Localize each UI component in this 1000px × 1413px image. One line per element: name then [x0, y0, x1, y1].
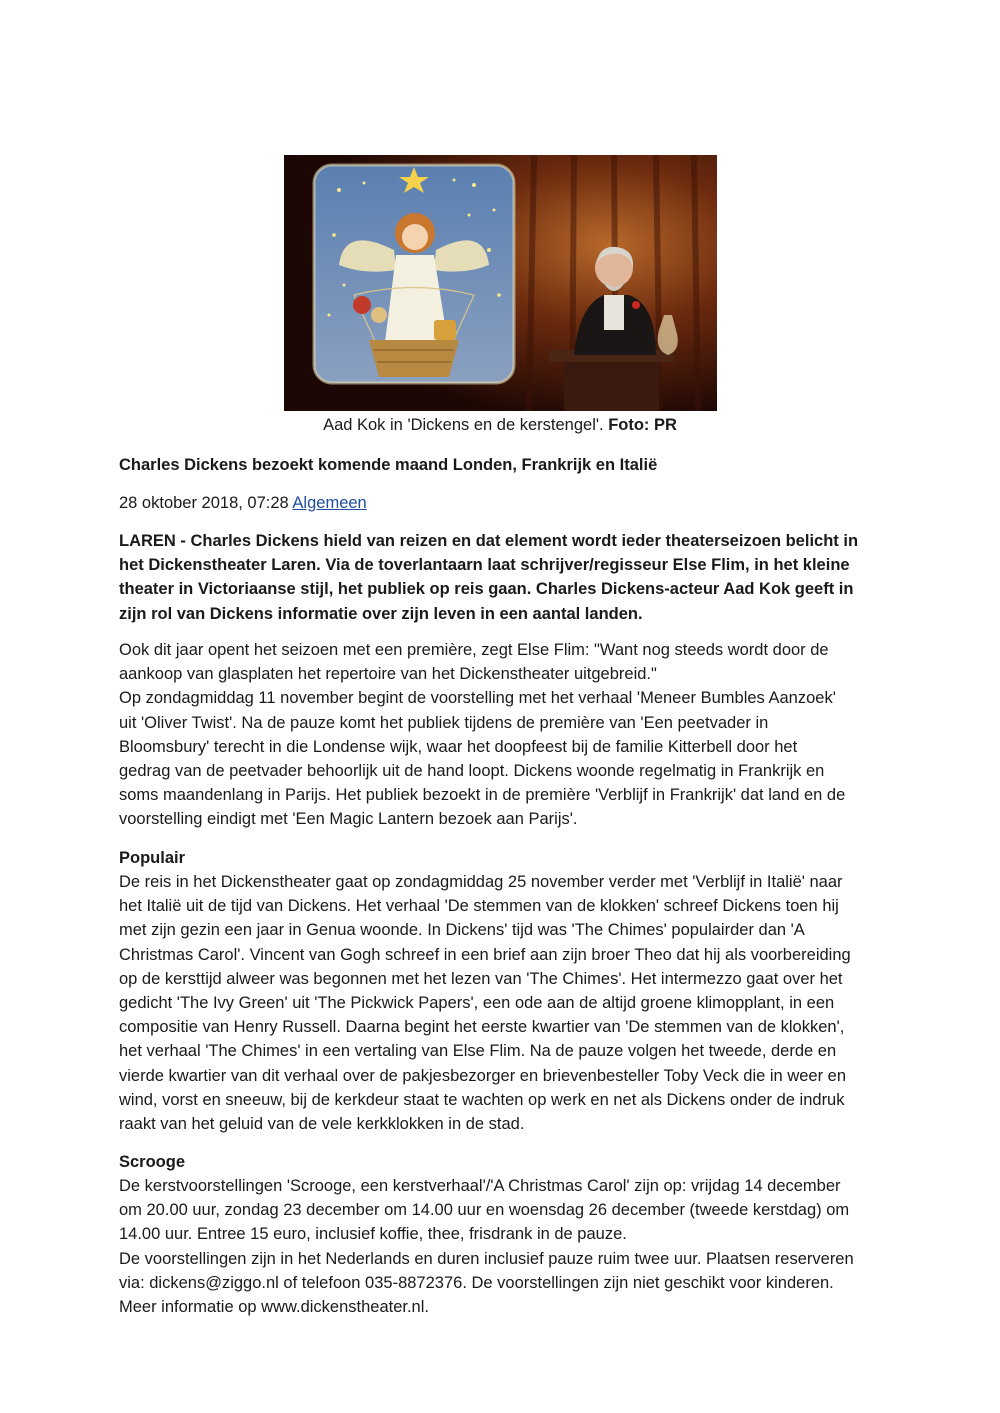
paragraph-intro	[119, 638, 889, 832]
lead-line: het Dickenstheater Laren. Via de toverlantaarn laat schrijver/regisseur Else Flim, in het kleine	[119, 556, 850, 575]
text-line: op de kersttijd alweer was begonnen met het lezen van 'The Chimes'. Het intermezzo gaat over het	[119, 969, 843, 988]
paragraph-scrooge	[119, 1174, 889, 1319]
text-line: via: dickens@ziggo.nl of telefoon 035-8872376. De voorstellingen zijn niet geschikt voor kinderen.	[119, 1273, 834, 1292]
lead-line: zijn rol van Dickens informatie over zijn leven in een aantal landen.	[119, 604, 643, 623]
text-line: het verhaal 'The Chimes' in een vertaling van Else Flim. Na de pauze volgen het tweede, derde en	[119, 1042, 837, 1061]
caption-text: Aad Kok in 'Dickens en de kerstengel'.	[323, 416, 604, 434]
photo-illustration	[284, 155, 717, 411]
text-line: compositie van Henry Russell. Daarna begint het eerste kwartier van 'De stemmen van de klokken',	[119, 1018, 845, 1037]
article-meta	[119, 491, 889, 515]
section-heading-scrooge: Scrooge	[119, 1153, 186, 1171]
text-line: Christmas Carol'. Vincent van Gogh schreef in een brief aan zijn broer Theo dat hij als voorbereiding	[119, 945, 851, 964]
text-line: gedrag van de peetvader behoorlijk uit de hand loopt. Dickens woonde regelmatig in Frankrijk en	[119, 762, 825, 781]
lead-line: theater in Victoriaanse stijl, het publiek op reis gaan. Charles Dickens-acteur Aad Kok geeft in	[119, 580, 854, 599]
lead-line: LAREN - Charles Dickens hield van reizen en dat element wordt ieder theaterseizoen belicht in	[119, 532, 859, 550]
section-heading-populair: Populair	[119, 849, 186, 867]
text-line: Bloomsbury' terecht in die Londense wijk, waar het doopfeest bij de familie Kitterbell door het	[119, 737, 798, 756]
text-line: soms maandenlang in Parijs. Het publiek bezoekt in de première 'Verblijf in Frankrijk' dat land en de	[119, 786, 846, 805]
article-lead	[119, 529, 889, 626]
text-line: 14.00 uur. Entree 15 euro, inclusief koffie, thee, frisdrank in de pauze.	[119, 1225, 627, 1244]
text-line: De kerstvoorstellingen 'Scrooge, een kerstverhaal'/'A Christmas Carol' zijn op: vrijdag 14 december	[119, 1177, 841, 1195]
publish-date: 28 oktober 2018, 07:28	[119, 494, 289, 512]
article-photo	[284, 155, 717, 411]
text-line: Meer informatie op www.dickenstheater.nl.	[119, 1298, 429, 1317]
article-headline: Charles Dickens bezoekt komende maand Londen, Frankrijk en Italië	[119, 456, 658, 474]
text-line: gedicht 'The Ivy Green' uit 'The Pickwick Papers', een ode aan de altijd groene klimopplant, in een	[119, 994, 835, 1013]
text-line: aankoop van glasplaten het repertoire van het Dickenstheater uitgebreid."	[119, 665, 657, 684]
text-line: uit 'Oliver Twist'. Na de pauze komt het publiek tijdens de première van 'Een peetvader in	[119, 713, 769, 732]
text-line: De reis in het Dickenstheater gaat op zondagmiddag 25 november verder met 'Verblijf in Italië' naar	[119, 873, 843, 891]
text-line: om 20.00 uur, zondag 23 december om 14.00 uur en woensdag 26 december (tweede kerstdag) om	[119, 1201, 850, 1220]
photo-caption	[0, 416, 1000, 435]
text-line: het Italië uit de tijd van Dickens. Het verhaal 'De stemmen van de klokken' schreef Dickens toen hij	[119, 897, 839, 916]
text-line: Op zondagmiddag 11 november begint de voorstelling met het verhaal 'Meneer Bumbles Aanzoek'	[119, 689, 836, 708]
text-line: vierde kwartier van dit verhaal over de pakjesbezorger en brievenbesteller Toby Veck die in weer en	[119, 1066, 847, 1085]
text-line: met zijn gezin een jaar in Genua woonde. In Dickens' tijd was 'The Chimes' populairder dan 'A	[119, 921, 805, 940]
category-link[interactable]: Algemeen	[292, 494, 367, 512]
text-line: voorstelling eindigt met 'Een Magic Lantern bezoek aan Parijs'.	[119, 810, 578, 829]
text-line: Ook dit jaar opent het seizoen met een première, zegt Else Flim: "Want nog steeds wordt door de	[119, 641, 829, 659]
text-line: raakt van het geluid van de vele kerkklokken in de stad.	[119, 1115, 525, 1134]
text-line: wind, vorst en sneeuw, bij de kerkdeur staat te wachten op werk en net als Dickens onder de indruk	[119, 1090, 845, 1109]
paragraph-populair	[119, 870, 889, 1136]
text-line: De voorstellingen zijn in het Nederlands en duren inclusief pauze ruim twee uur. Plaatsen reserveren	[119, 1249, 854, 1268]
caption-credit: Foto: PR	[608, 416, 677, 434]
